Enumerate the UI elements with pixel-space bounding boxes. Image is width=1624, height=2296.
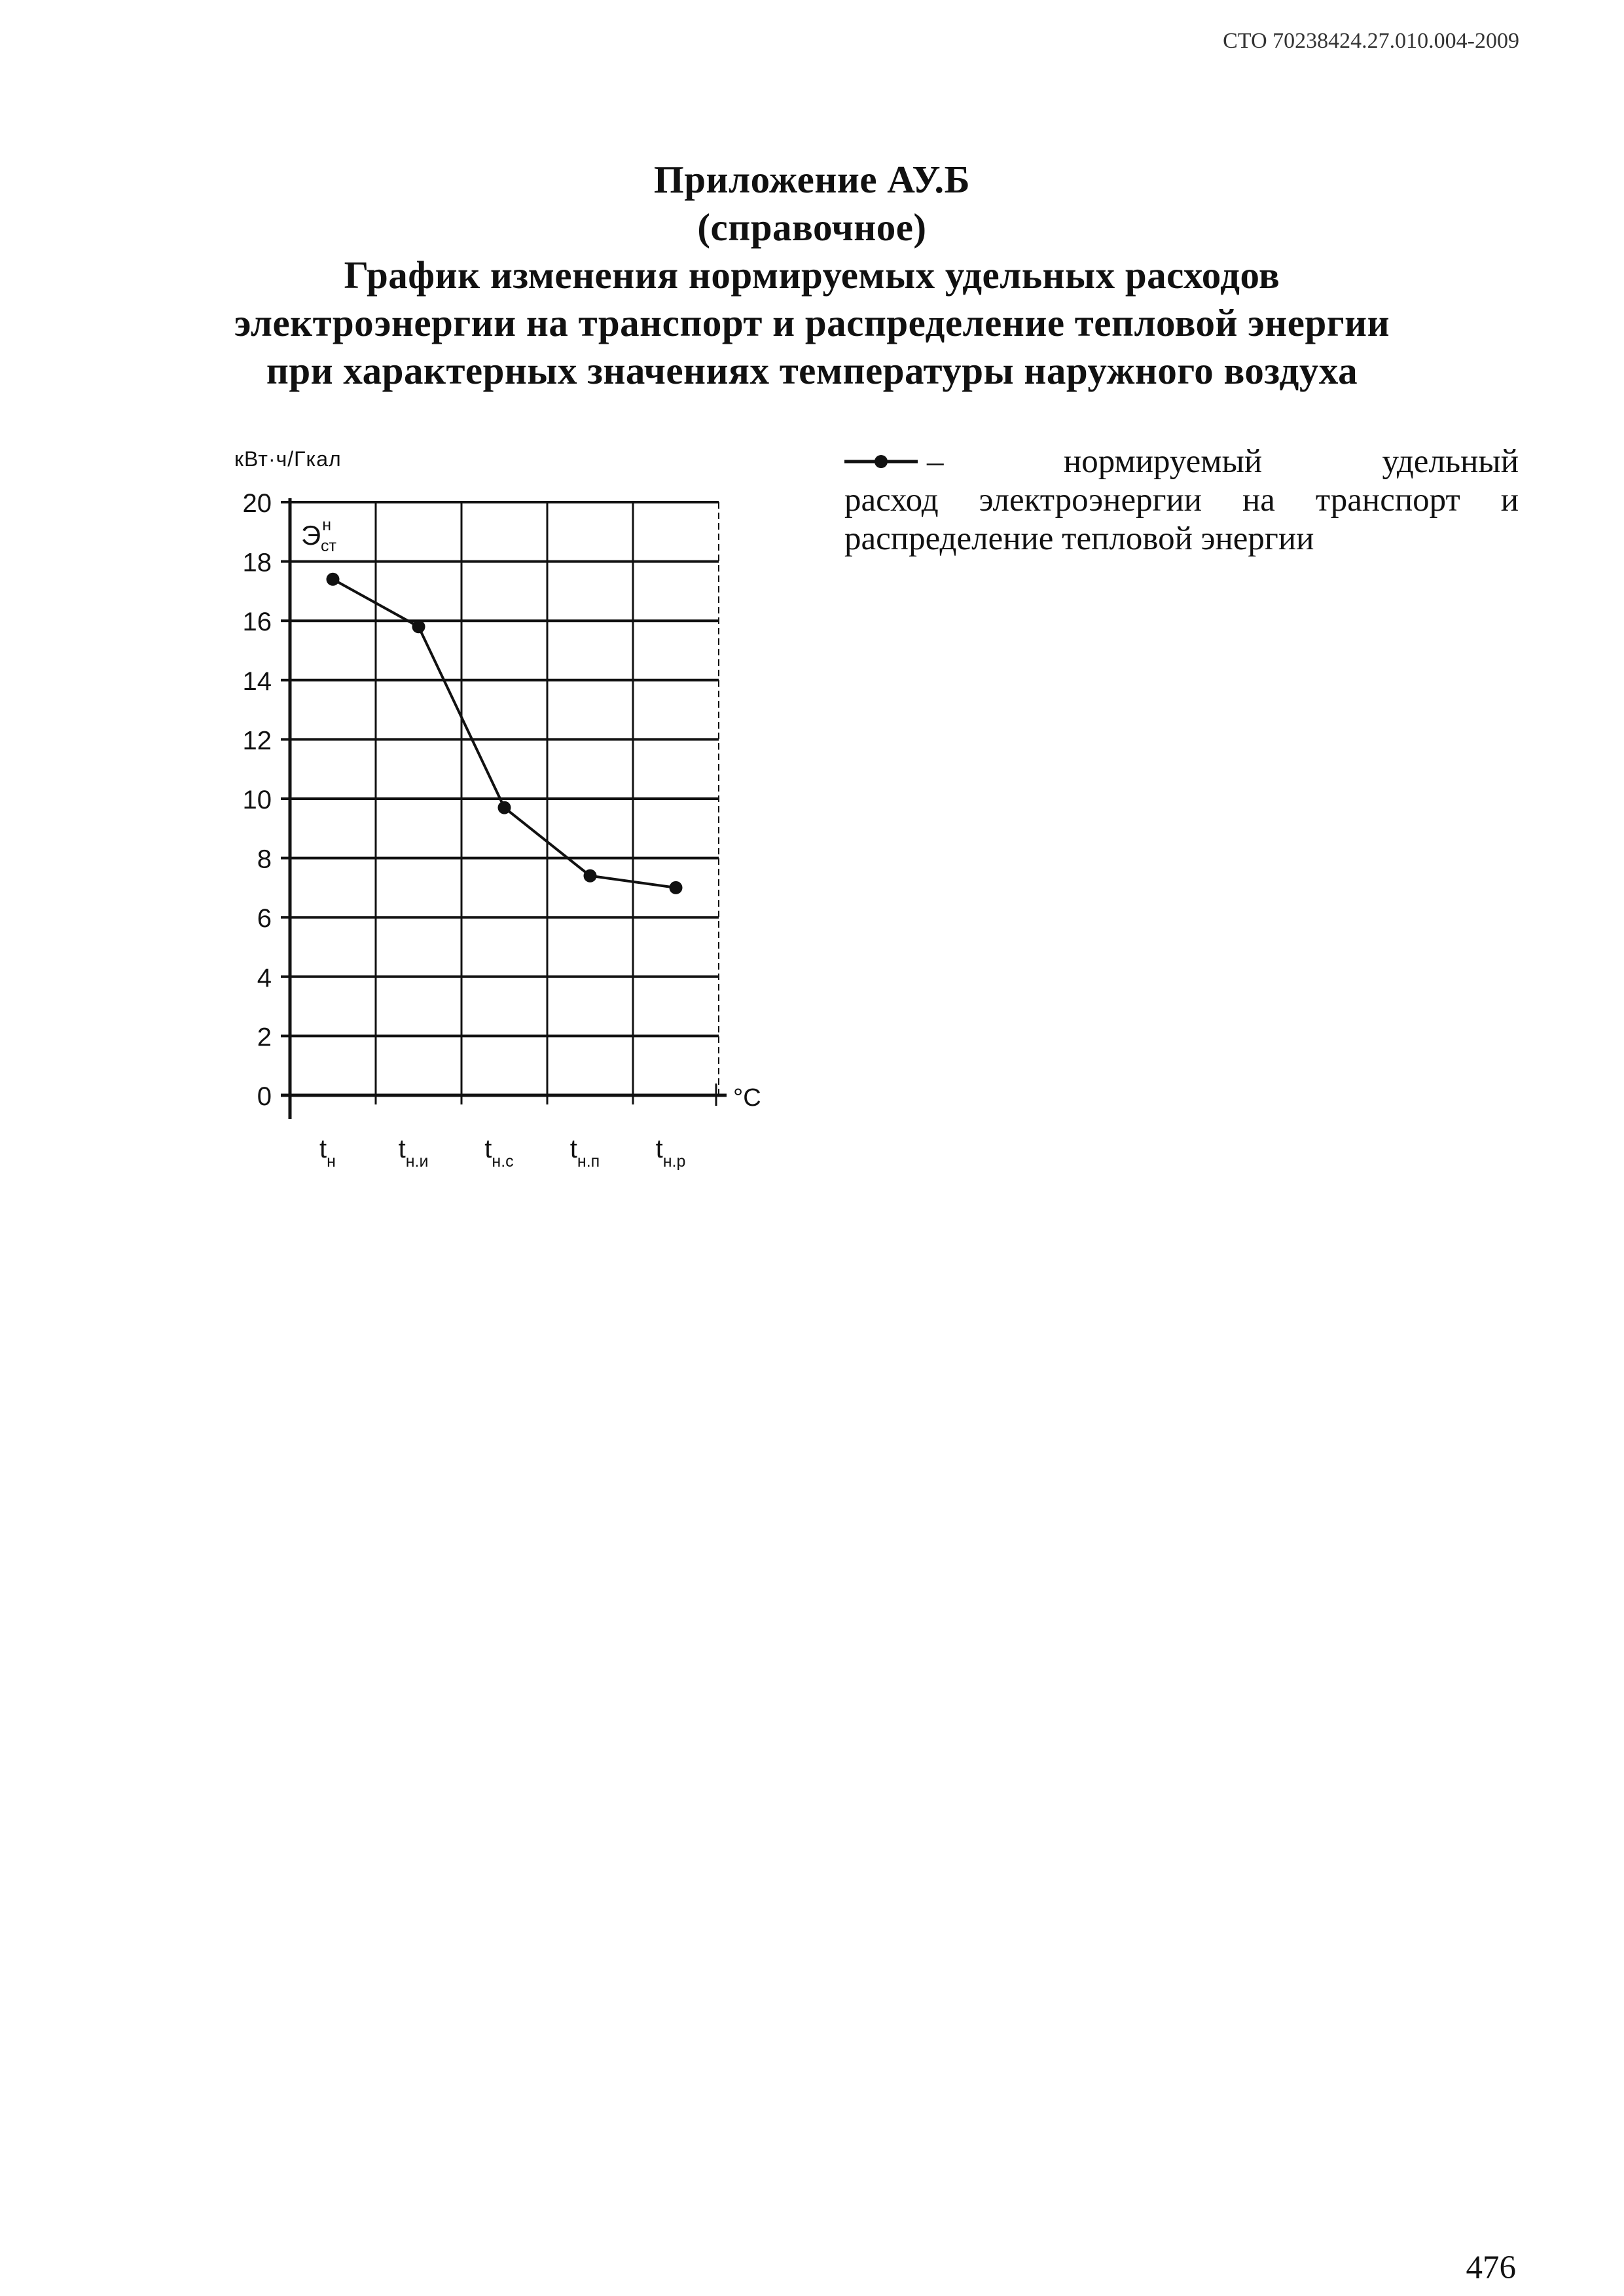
y-tick-label: 10 [242, 786, 272, 814]
chart-heading-line-3: при характерных значениях температуры наружного воздуха [266, 349, 1358, 392]
y-tick-label: 0 [257, 1082, 272, 1111]
y-tick-label: 14 [242, 666, 272, 696]
y-axis-symbol: $Э^н$ ст [301, 516, 336, 555]
x-category-label: $t_{н.п}$ [569, 1135, 600, 1171]
legend-line-marker-icon [844, 448, 918, 475]
data-point [327, 573, 340, 586]
y-tick-label: 2 [257, 1023, 272, 1052]
appendix-title: Приложение АУ.Б [653, 158, 971, 201]
y-axis-units: кВт·ч/Гкал [234, 447, 342, 471]
appendix-status: (справочное) [697, 206, 927, 249]
legend-label-line-1: – нормируемый удельный [927, 443, 1519, 480]
y-tick-label: 16 [242, 608, 272, 637]
page-number: 476 [1466, 2250, 1516, 2286]
chart-heading-line-1: График изменения нормируемых удельных расходов [344, 253, 1280, 297]
chart-heading-line-2: электроэнергии на транспорт и распределение тепловой энергии [234, 301, 1390, 344]
y-tick-label: 6 [257, 904, 272, 934]
x-category-label: $t_{н.и}$ [398, 1135, 429, 1171]
data-point [670, 881, 683, 894]
chart-labels [234, 447, 761, 1171]
x-axis-unit: °C [733, 1084, 761, 1112]
data-point [498, 801, 511, 814]
series-line [333, 579, 676, 888]
document-code: СТО 70238424.27.010.004-2009 [1223, 29, 1519, 53]
y-tick-label: 8 [257, 845, 272, 874]
y-tick-label: 12 [242, 726, 272, 756]
chart-legend [844, 443, 1519, 558]
y-tick-label: 4 [257, 963, 272, 993]
data-point [412, 620, 425, 633]
x-category-label: $t_н$ [319, 1135, 336, 1171]
legend-label-line-3: распределение тепловой энергии [844, 520, 1314, 557]
y-tick-label: 20 [242, 489, 272, 518]
legend-label-line-2: расход электроэнергии на транспорт и [844, 482, 1519, 519]
x-category-label: $t_{н.с}$ [484, 1135, 514, 1171]
x-category-label: $t_{н.р}$ [655, 1135, 686, 1171]
data-point [584, 869, 597, 883]
y-tick-label: 18 [242, 548, 272, 577]
